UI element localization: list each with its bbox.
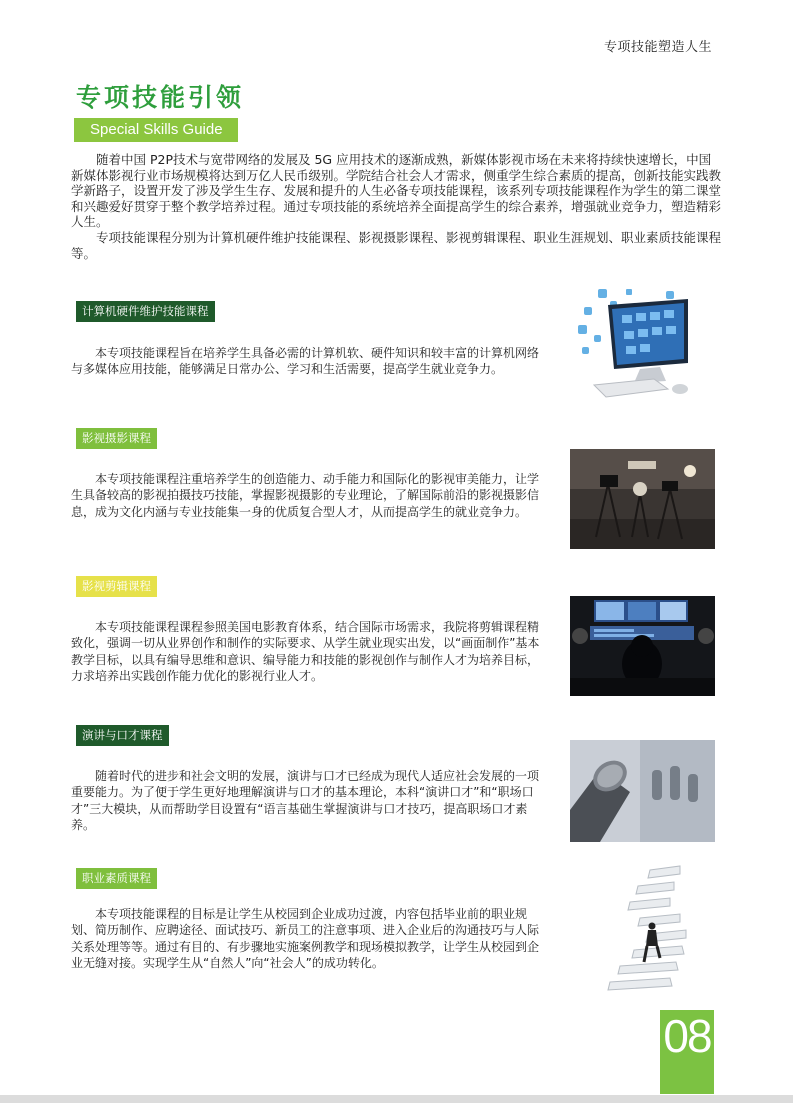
microphone-photo [570, 740, 715, 842]
page-number: 08 [660, 1010, 714, 1094]
section-text-film-photography: 本专项技能课程注重培养学生的创造能力、动手能力和国际化的影视审美能力，让学生具备较高的影视拍摄技巧技能，掌握影视摄影的专业理论，了解国际前沿的影视摄影信息，成为文化内涵与专业技能集一身的优质复合型人才，从而提高学生的就业竞争力。 [71, 472, 540, 519]
section-label-speech-eloquence: 演讲与口才课程 [76, 725, 169, 746]
section-text-professional-quality: 本专项技能课程的目标是让学生从校园到企业成功过渡，内容包括毕业前的职业规划、简历制作、应聘途径、面试技巧、新员工的注意事项、进入企业后的沟通技巧与人际关系处理等等。通过有目的、有步骤地实施案例教学和现场模拟教学，让学生从校园到企业无缝对接。实现学生从“自然人”向“社会人”的成功转化。 [71, 907, 540, 971]
section-label-computer-hardware: 计算机硬件维护技能课程 [76, 301, 215, 322]
header-tag: 专项技能塑造人生 [604, 40, 713, 55]
section-text-film-editing: 本专项技能课程课程参照美国电影教育体系，结合国际市场需求，我院将剪辑课程精致化，强调一切从业界创作和制作的实际要求、从学生就业现实出发，以“画面制作”基本教学目标，以具有编导思维和意识、编导能力和技能的影视创作与制作人才为培养目标，力求培养出实践创作能力优化的影视行业人才。 [71, 620, 540, 684]
section-label-professional-quality: 职业素质课程 [76, 868, 157, 889]
section-text-computer-hardware: 本专项技能课程旨在培养学生具备必需的计算机软、硬件知识和较丰富的计算机网络与多媒体应用技能，能够满足日常办公、学习和生活需要，提高学生就业竞争力。 [71, 346, 540, 377]
section-text-speech-eloquence: 随着时代的进步和社会文明的发展，演讲与口才已经成为现代人适应社会发展的一项重要能力。为了便于学生更好地理解演讲与口才的基本理论，本科“演讲口才”和“职场口才”三大模块，从而帮助学目设置有“语言基础生掌握演讲与口才技巧，提高职场口才素养。 [71, 769, 540, 833]
page-title: 专项技能引领 [76, 83, 245, 112]
spiral-staircase-businessman [600, 862, 690, 992]
intro-paragraph-2: 专项技能课程分别为计算机硬件维护技能课程、影视摄影课程、影视剪辑课程、职业生涯规划、职业素质技能课程等。 [71, 229, 722, 261]
intro-text [71, 152, 721, 261]
subtitle-bar: Special Skills Guide [74, 118, 238, 142]
section-label-film-photography: 影视摄影课程 [76, 428, 157, 449]
film-studio-photo [570, 449, 715, 549]
computer-monitor-illustration [570, 285, 715, 400]
intro-paragraph-1: 随着中国 P2P技术与宽带网络的发展及 5G 应用技术的逐渐成熟，新媒体影视市场在未来将持续快速增长，中国新媒体影视行业市场规模将达到万亿人民币级别。学院结合社会人才需求，侧重学生综合素质的提高，创新技能实践教学新路子，设置开发了涉及学生生存、发展和提升的人生必备专项技能课程，该系列专项技能课程作为学生的第二课堂和兴趣爱好贯穿于整个教学培养过程。通过专项技能的系统培养全面提高学生的综合素养，增强就业竞争力，塑造精彩人生。 [71, 152, 722, 230]
footer-band [0, 1095, 793, 1103]
section-label-film-editing: 影视剪辑课程 [76, 576, 157, 597]
video-editing-suite-photo [570, 596, 715, 696]
